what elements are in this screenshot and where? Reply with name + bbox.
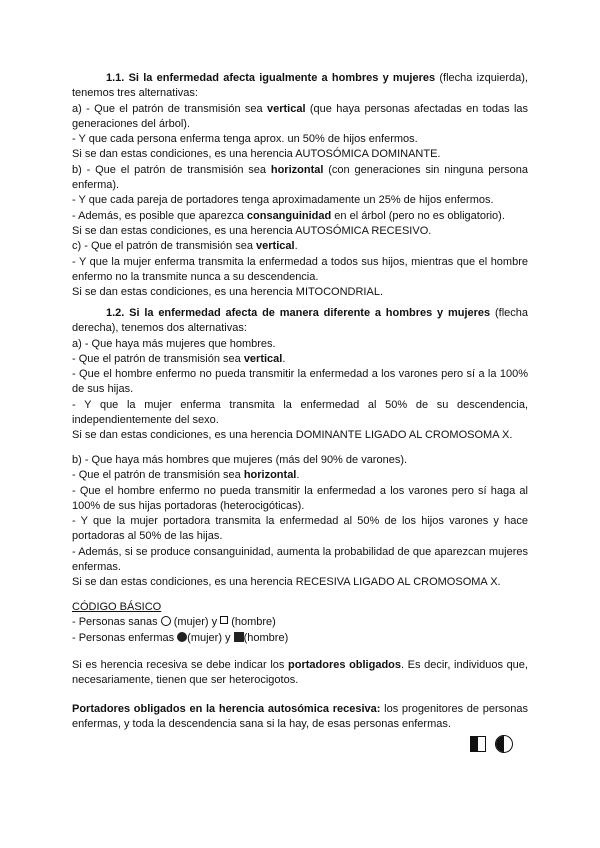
portadores-obligados — [72, 702, 528, 733]
paragraph: - Que el hombre enfermo no pueda transmitir la enfermedad a los varones pero sí haga al 100% de sus hijas portadoras (heterocigóticas). — [72, 484, 528, 512]
paragraph: - Y que la mujer enferma transmita la enfermedad al 50% de su descendencia, independientemente del sexo. — [72, 398, 528, 427]
half-filled-circle-icon — [495, 735, 513, 753]
circle-filled-icon — [177, 632, 187, 642]
section-1-2-b — [72, 453, 528, 591]
paragraph: b) - Que el patrón de transmisión sea horizontal (con generaciones sin ninguna persona enferma). — [72, 163, 528, 192]
recesiva-note — [72, 658, 528, 689]
section-1-2-title: 1.2. Si la enfermedad afecta de manera diferente a hombres y mujeres — [106, 307, 491, 319]
section-1-1 — [72, 71, 528, 300]
square-outline-icon — [220, 616, 228, 624]
paragraph: Si se dan estas condiciones, es una herencia RECESIVA LIGADO AL CROMOSOMA X. — [72, 576, 501, 589]
paragraph: a) - Que el patrón de transmisión sea vertical (que haya personas afectadas en todas las generaciones del árbol). — [72, 102, 529, 130]
paragraph: Si es herencia recesiva se debe indicar los portadores obligados. Es decir, individuos que, necesariamente, tienen que ser heterocigotos. — [72, 659, 528, 687]
paragraph: - Que el hombre enfermo no pueda transmitir la enfermedad a los varones pero sí a la 100% de sus hijas. — [72, 368, 528, 396]
paragraph: Si se dan estas condiciones, es una herencia AUTOSÓMICA RECESIVO. — [72, 224, 432, 237]
paragraph: b) - Que haya más hombres que mujeres (más del 90% de varones). — [72, 454, 408, 466]
paragraph: - Y que cada persona enferma tenga aprox. un 50% de hijos enfermos. — [72, 133, 418, 146]
paragraph: - Y que cada pareja de portadores tenga aproximadamente un 25% de hijos enfermos. — [72, 194, 494, 207]
paragraph: a) - Que haya más mujeres que hombres. — [72, 337, 276, 350]
paragraph: c) - Que el patrón de transmisión sea vertical. — [72, 240, 298, 253]
section-1-2 — [72, 306, 528, 444]
section-1-1-title: 1.1. Si la enfermedad afecta igualmente a hombres y mujeres — [106, 72, 436, 84]
paragraph: - Y que la mujer portadora transmita la enfermedad al 50% de los hijos varones y hace portadoras al 50% de las hijas. — [72, 515, 528, 543]
paragraph: Si se dan estas condiciones, es una herencia MITOCONDRIAL. — [72, 286, 384, 299]
paragraph: Si se dan estas condiciones, es una herencia DOMINANTE LIGADO AL CROMOSOMA X. — [72, 429, 513, 442]
paragraph: Portadores obligados en la herencia autosómica recesiva: los progenitores de personas enfermas, y toda la descendencia sana si la hay, de esas personas enfermas. — [72, 703, 528, 731]
codigo-basico-title: CÓDIGO BÁSICO — [72, 601, 162, 613]
paragraph: - Además, si se produce consanguinidad, aumenta la probabilidad de que aparezcan mujeres enfermas. — [72, 545, 528, 574]
section-1-2-heading: 1.2. Si la enfermedad afecta de manera diferente a hombres y mujeres (flecha derecha), tenemos dos alternativas: — [72, 307, 528, 335]
section-1-1-heading: 1.1. Si la enfermedad afecta igualmente a hombres y mujeres (flecha izquierda), tenemos tres alternativas: — [72, 72, 528, 100]
legend-affected: - Personas enfermas (mujer) y (hombre) — [72, 631, 289, 644]
paragraph: - Además, es posible que aparezca consanguinidad en el árbol (pero no es obligatorio). — [72, 209, 505, 222]
paragraph: - Que el patrón de transmisión sea horizontal. — [72, 469, 300, 482]
square-filled-icon — [234, 632, 244, 642]
paragraph: - Que el patrón de transmisión sea vertical. — [72, 352, 286, 365]
legend-healthy: - Personas sanas (mujer) y (hombre) — [72, 616, 276, 629]
codigo-basico — [72, 600, 528, 646]
half-filled-square-icon — [470, 736, 486, 752]
paragraph: - Y que la mujer enferma transmita la enfermedad a todos sus hijos, mientras que el hombre enfermo no la transmite nunca a su descendencia. — [72, 255, 528, 283]
circle-outline-icon — [161, 616, 171, 626]
paragraph: Si se dan estas condiciones, es una herencia AUTOSÓMICA DOMINANTE. — [72, 148, 441, 161]
